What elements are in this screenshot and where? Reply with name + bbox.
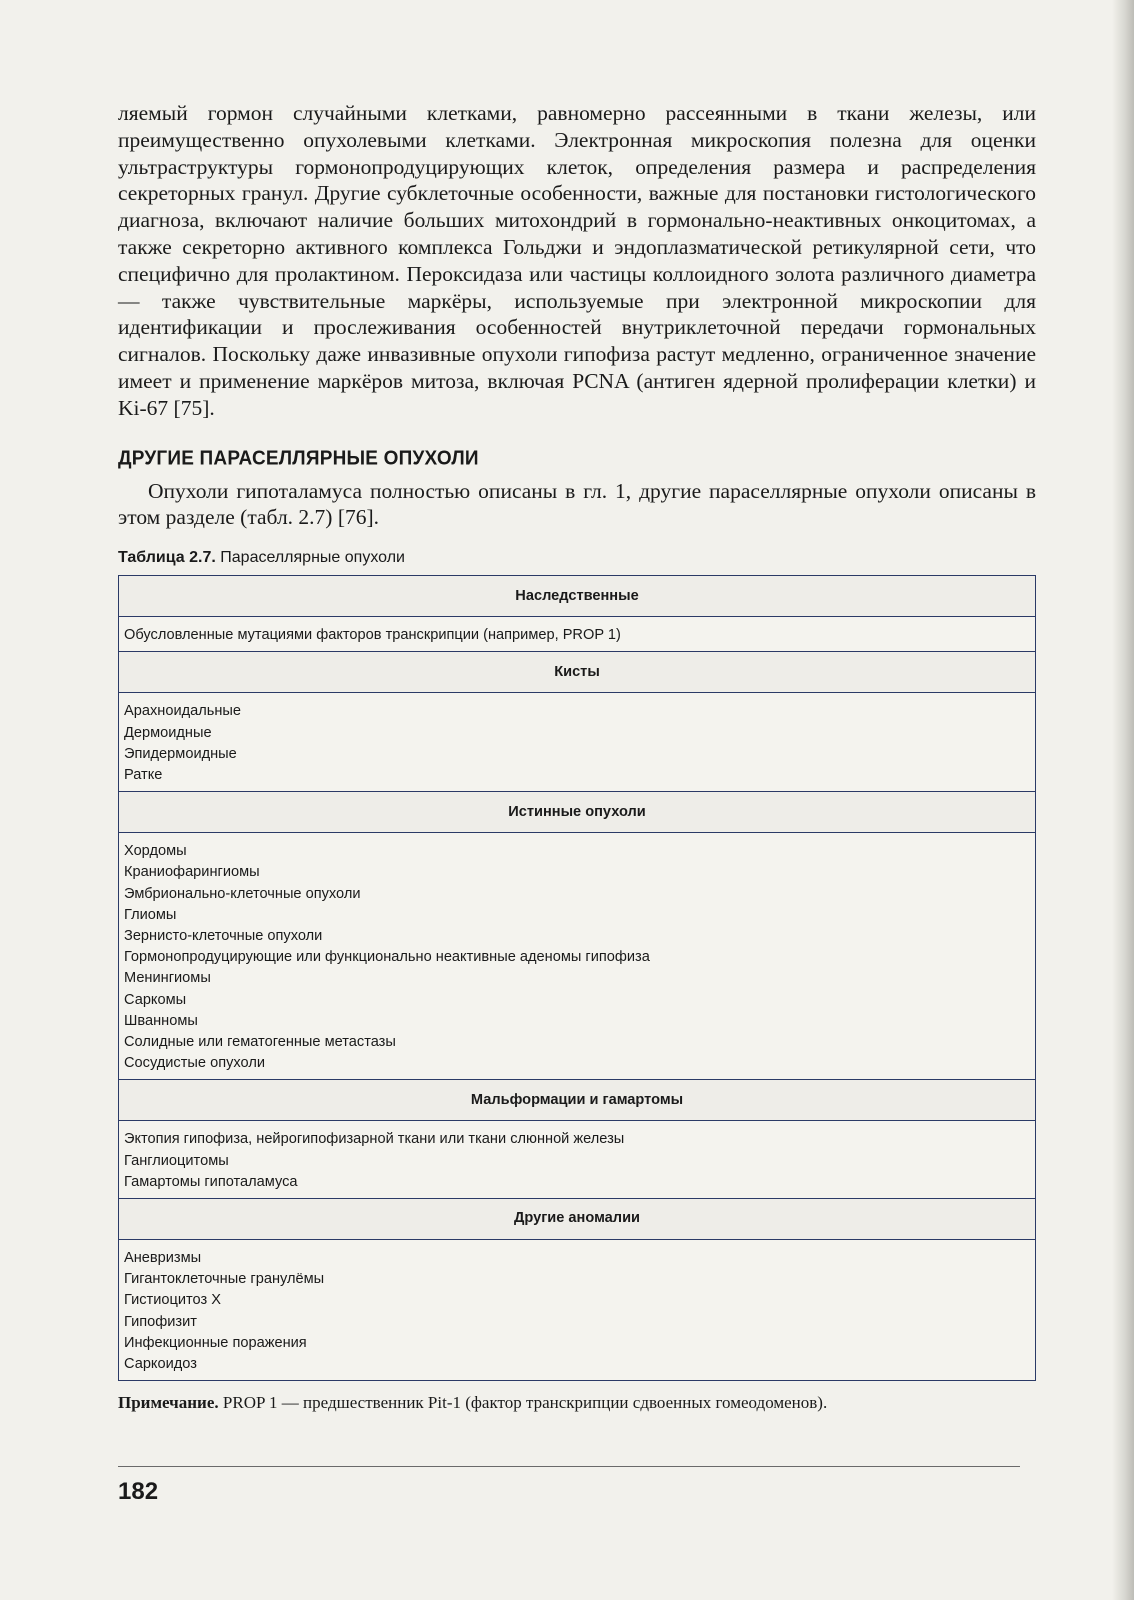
table-note-text: PROP 1 — предшественник Pit-1 (фактор транскрипции сдвоенных гомеодоменов).	[222, 1393, 828, 1413]
table-item: Обусловленные мутациями факторов транскрипции (например, PROP 1)	[124, 627, 621, 644]
page-edge-shadow	[1112, 0, 1134, 1600]
table-group-header-row	[119, 1080, 1036, 1121]
table-item: Гормонопродуцирующие или функционально неактивные аденомы гипофиза	[124, 949, 650, 966]
table-item: Эмбрионально-клеточные опухоли	[124, 885, 361, 902]
table-item: Аневризмы	[124, 1250, 202, 1267]
body-paragraph-intro: Опухоли гипоталамуса полностью описаны в гл. 1, другие параселлярные опухоли описаны в этом разделе (табл. 2.7) [76].	[118, 478, 1036, 530]
table-caption-title: Параселлярные опухоли	[220, 549, 405, 567]
table-group-header-row	[119, 792, 1036, 833]
group-items-cysts	[119, 693, 1036, 792]
table-group-header-row	[119, 1199, 1036, 1240]
page-number: 182	[118, 1478, 159, 1505]
group-items-hereditary	[119, 617, 1036, 652]
group-header-malformations: Мальформации и гамартомы	[119, 1080, 1036, 1121]
table-item: Эктопия гипофиза, нейрогипофизарной ткани или ткани слюнной железы	[124, 1131, 625, 1148]
table-group-header-row	[119, 652, 1036, 693]
table-item: Шванномы	[124, 1012, 198, 1029]
table-item: Саркоидоз	[124, 1356, 197, 1373]
table-group-items-row	[119, 693, 1036, 792]
table-item: Солидные или гематогенные метастазы	[124, 1034, 396, 1050]
table-item: Зернисто-клеточные опухоли	[124, 927, 323, 944]
table-item: Ратке	[124, 766, 163, 783]
group-header-cysts: Кисты	[119, 652, 1036, 693]
table-item: Арахноидальные	[124, 703, 242, 720]
table-item: Инфекционные поражения	[124, 1334, 307, 1351]
table-caption-label: Таблица 2.7.	[118, 549, 216, 567]
table-item: Гигантоклеточные гранулёмы	[124, 1271, 325, 1288]
table-note-label: Примечание.	[118, 1393, 219, 1413]
table-item: Сосудистые опухоли	[124, 1055, 265, 1072]
table-item: Саркомы	[124, 991, 187, 1008]
table-group-header-row	[119, 576, 1036, 617]
footer-rule	[118, 1466, 1020, 1467]
body-paragraph-continued: ляемый гормон случайными клетками, равномерно рассеянными в ткани железы, или преимущественно опухолевыми клетками. Электронная микроскопия полезна для оценки ультраструктуры гормонопродуцирующих клеток, определения размера и распределения секреторных гранул. Другие субклеточные особенности, важные для постановки гистологического диагноза, включают наличие больших митохондрий в гормонально-неактивных онкоцитомах, а также секреторно активного комплекса Гольджи и эндоплазматической ретикулярной сети, что специфично для пролактином. Пероксидаза или частицы коллоидного золота различного диаметра — также чувствительные маркёры, используемые при электронной микроскопии для идентификации и прослеживания особенностей внутриклеточной передачи гормональных сигналов. Поскольку даже инвазивные опухоли гипофиза растут медленно, ограниченное значение имеет и применение маркёров митоза, включая PCNA (антиген ядерной пролиферации клетки) и Ki-67 [75].	[118, 101, 1036, 420]
group-items-malformations	[119, 1121, 1036, 1199]
page-content	[118, 100, 1036, 1413]
group-header-other: Другие аномалии	[119, 1199, 1036, 1240]
table-item: Гистиоцитоз X	[124, 1292, 221, 1309]
table-group-items-row	[119, 1121, 1036, 1199]
group-header-true-tumors: Истинные опухоли	[119, 792, 1036, 833]
table-item: Глиомы	[124, 906, 177, 923]
table-item: Дермоидные	[124, 724, 212, 741]
table-note	[118, 1393, 1036, 1413]
table-item: Менингиомы	[124, 970, 211, 987]
table-item: Хордомы	[124, 843, 187, 860]
section-heading: ДРУГИЕ ПАРАСЕЛЛЯРНЫЕ ОПУХОЛИ	[118, 446, 479, 470]
table-item: Гипофизит	[124, 1313, 197, 1330]
table-item: Ганглиоцитомы	[124, 1152, 229, 1169]
group-items-other	[119, 1240, 1036, 1381]
parasellar-tumors-table	[118, 575, 1036, 1381]
table-group-items-row	[119, 833, 1036, 1080]
group-items-true-tumors	[119, 833, 1036, 1080]
group-header-hereditary: Наследственные	[119, 576, 1036, 617]
table-item: Краниофарингиомы	[124, 864, 260, 881]
table-group-items-row	[119, 617, 1036, 652]
table-item: Эпидермоидные	[124, 745, 237, 762]
table-item: Гамартомы гипоталамуса	[124, 1173, 298, 1190]
table-group-items-row	[119, 1240, 1036, 1381]
table-caption	[118, 549, 1036, 567]
